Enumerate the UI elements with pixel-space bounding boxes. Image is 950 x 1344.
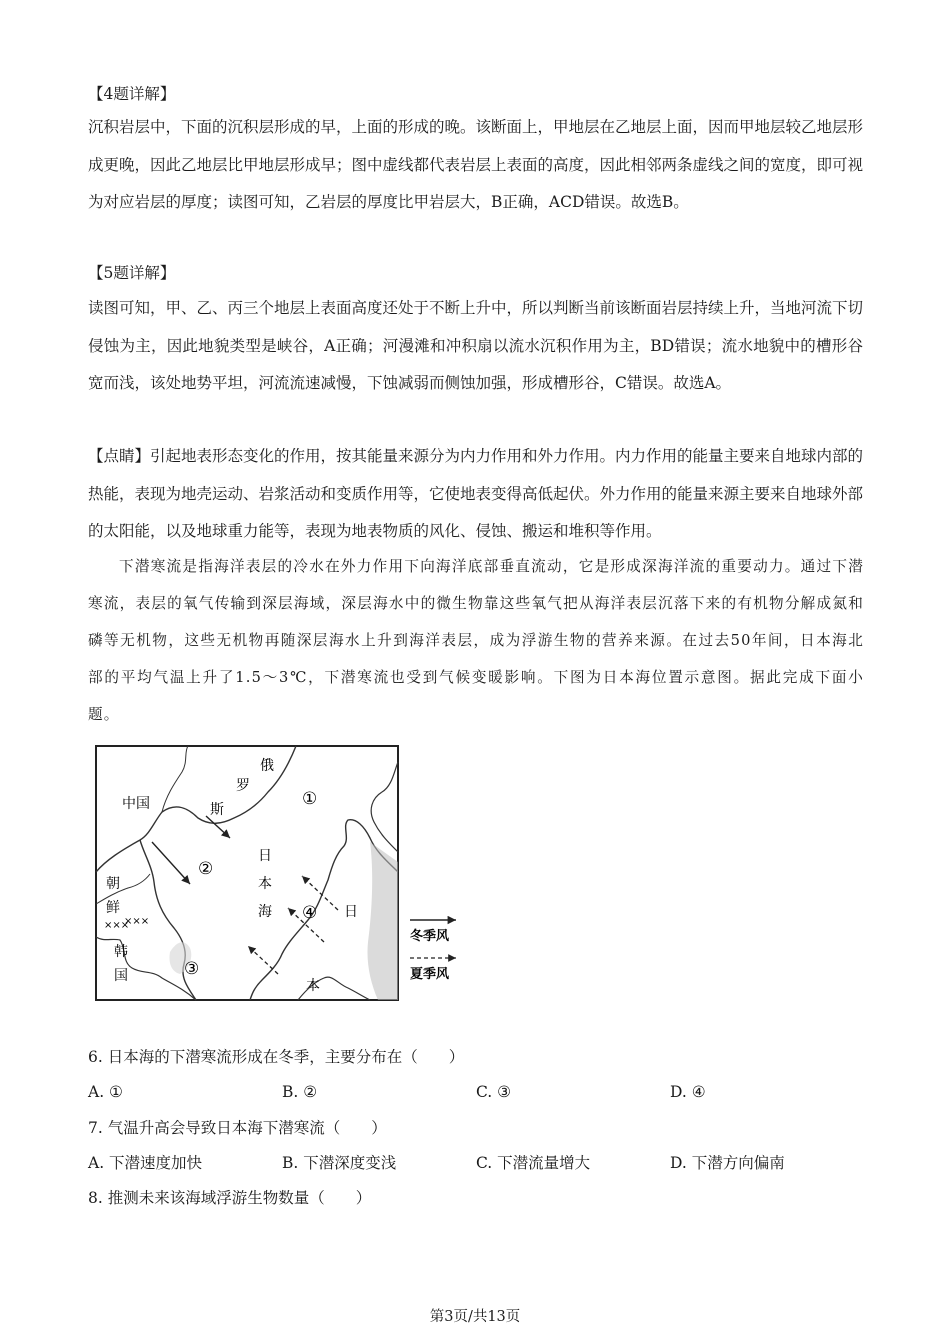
label-russia-2: 罗 bbox=[236, 778, 250, 794]
label-korea-s-2: 国 bbox=[114, 968, 128, 984]
question-7-option-d[interactable]: D. 下潜方向偏南 bbox=[670, 1154, 785, 1172]
legend-winter-label: 冬季风 bbox=[410, 929, 450, 944]
question-7-stem: 7. 气温升高会导致日本海下潜寒流（ ） bbox=[88, 1119, 387, 1137]
section-5-body: 读图可知，甲、乙、丙三个地层上表面高度还处于不断上升中，所以判断当前该断面岩层持续上升，当地河流下切侵蚀为主，因此地貌类型是峡谷，A正确；河漫滩和冲积扇以流水沉积作用为主，BD错误；流水地貌中的槽形谷宽而浅，该处地势平坦，河流流速减慢，下蚀减弱而侧蚀加强，形成槽形谷，C错误。故选A。 bbox=[88, 299, 864, 392]
label-japan-2: 本 bbox=[306, 978, 320, 994]
japan-sea-map bbox=[92, 742, 464, 1004]
question-7-option-c[interactable]: C. 下潜流量增大 bbox=[476, 1154, 591, 1172]
label-russia-1: 俄 bbox=[260, 758, 274, 774]
page-footer: 第3页/共13页 bbox=[429, 1309, 521, 1325]
label-japan-1: 日 bbox=[344, 904, 358, 920]
question-7-option-b[interactable]: B. 下潜深度变浅 bbox=[282, 1154, 397, 1172]
pacific-shading bbox=[367, 842, 398, 1000]
label-border-marks-2: ××× bbox=[124, 916, 150, 927]
question-6-option-a[interactable]: A. ① bbox=[88, 1083, 123, 1101]
label-area-3: ③ bbox=[184, 959, 200, 979]
label-sea-2: 本 bbox=[258, 876, 272, 892]
question-6-stem: 6. 日本海的下潜寒流形成在冬季，主要分布在（ ） bbox=[88, 1048, 465, 1066]
label-russia-3: 斯 bbox=[210, 802, 224, 818]
tip-paragraph: 【点睛】引起地表形态变化的作用，按其能量来源分为内力作用和外力作用。内力作用的能量主要来自地球内部的热能，表现为地壳运动、岩浆活动和变质作用等，它使地表变得高低起伏。外力作用的能量来源主要来自地球外部的太阳能，以及地球重力能等，表现为地表物质的风化、侵蚀、搬运和堆积等作用。 bbox=[88, 447, 864, 540]
reading-passage: 下潜寒流是指海洋表层的冷水在外力作用下向海洋底部垂直流动，它是形成深海洋流的重要动力。通过下潜寒流，表层的氧气传输到深层海域，深层海水中的微生物靠这些氧气把从海洋表层沉落下来的有机物分解成氮和磷等无机物，这些无机物再随深层海水上升到海洋表层，成为浮游生物的营养来源。在过去50年间，日本海北部的平均气温上升了1.5～3℃，下潜寒流也受到气候变暖影响。下图为日本海位置示意图。据此完成下面小题。 bbox=[88, 558, 864, 723]
question-8-stem: 8. 推测未来该海域浮游生物数量（ ） bbox=[88, 1189, 372, 1207]
question-6-option-d[interactable]: D. ④ bbox=[670, 1083, 706, 1101]
label-sea-1: 日 bbox=[258, 848, 272, 864]
section-5-heading: 【5题详解】 bbox=[88, 264, 176, 282]
section-4-heading: 【4题详解】 bbox=[88, 85, 176, 103]
label-area-1: ① bbox=[302, 789, 318, 809]
legend-summer-label: 夏季风 bbox=[410, 967, 450, 982]
label-korea-s-1: 韩 bbox=[114, 944, 128, 960]
label-china: 中国 bbox=[122, 796, 150, 812]
question-7-option-a[interactable]: A. 下潜速度加快 bbox=[88, 1154, 203, 1172]
label-area-4: ④ bbox=[302, 903, 318, 923]
question-6-option-c[interactable]: C. ③ bbox=[476, 1083, 512, 1101]
label-sea-3: 海 bbox=[258, 904, 272, 920]
label-border-marks: ××× bbox=[104, 920, 130, 931]
question-6-option-b[interactable]: B. ② bbox=[282, 1083, 318, 1101]
section-4-body: 沉积岩层中，下面的沉积层形成的早，上面的形成的晚。该断面上，甲地层在乙地层上面，因而甲地层较乙地层形成更晚，因此乙地层比甲地层形成早；图中虚线都代表岩层上表面的高度，因此相邻两条虚线之间的宽度，即可视为对应岩层的厚度；读图可知，乙岩层的厚度比甲岩层大，B正确，ACD错误。故选B。 bbox=[88, 118, 864, 211]
label-korea-n-1: 朝 bbox=[106, 876, 120, 892]
label-area-2: ② bbox=[198, 859, 214, 879]
label-korea-n-2: 鲜 bbox=[106, 900, 120, 916]
